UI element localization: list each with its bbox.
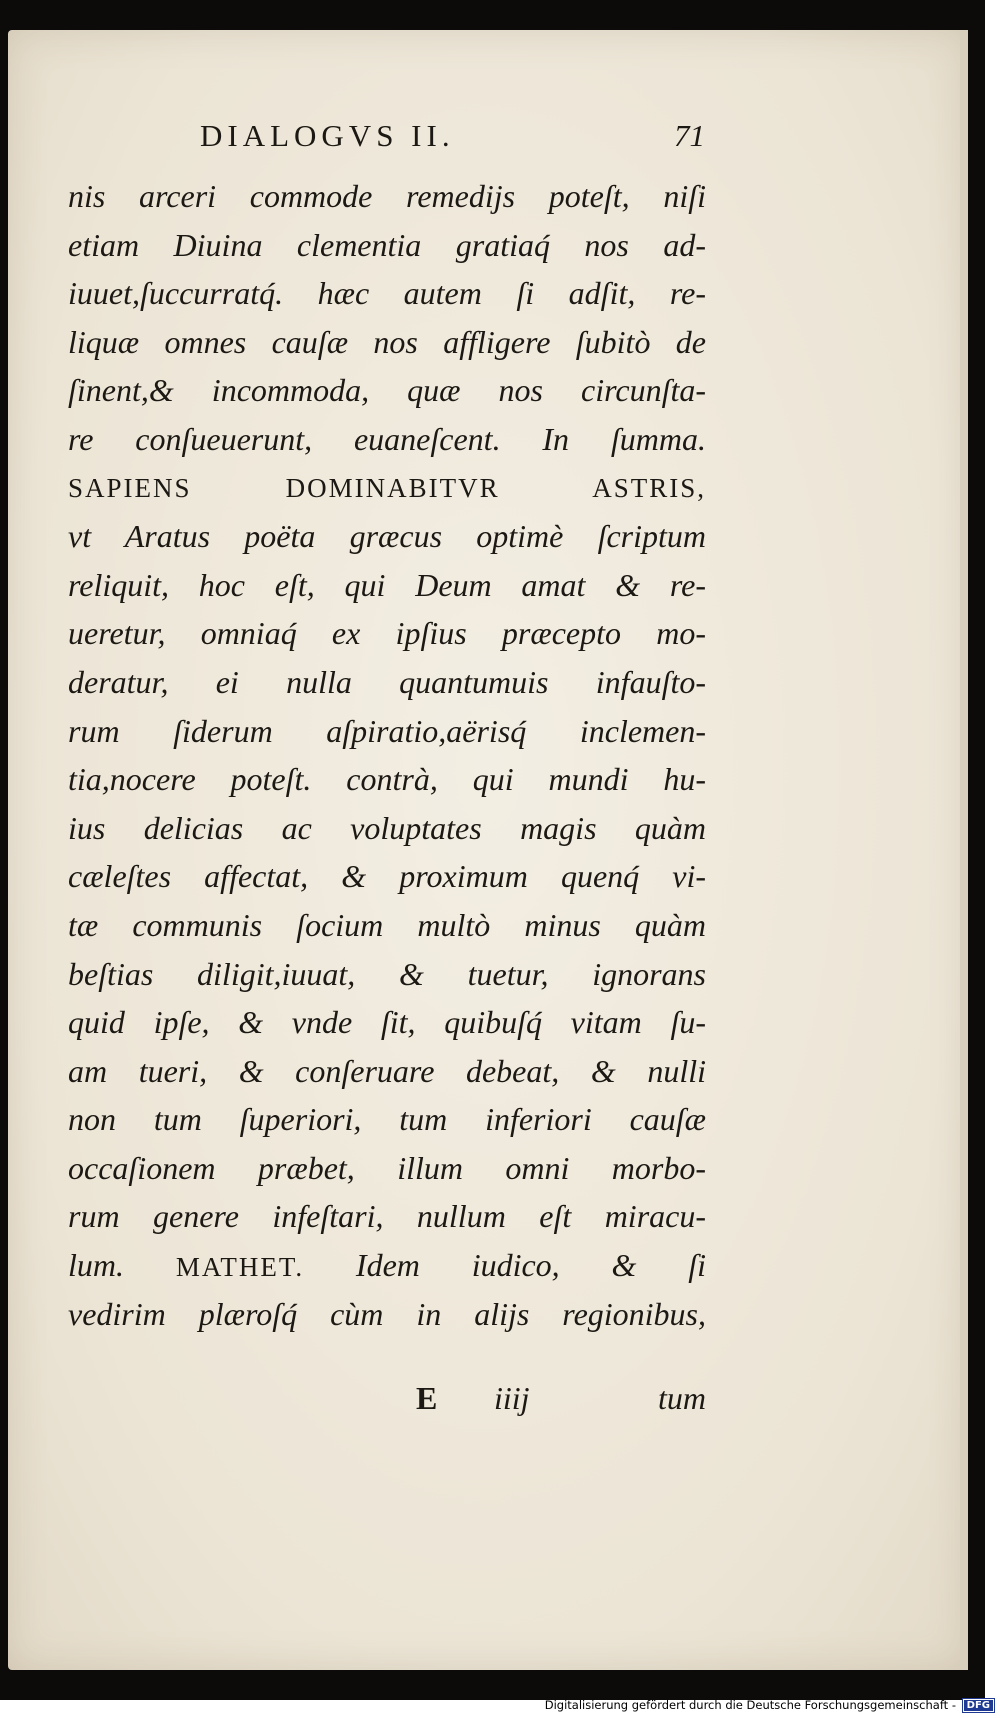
- text-line: etiam Diuina clementia gratiaq́ nos ad-: [68, 226, 706, 263]
- text-line: rum ſiderum aſpiratio,aërisq́ inclemen-: [68, 712, 706, 749]
- signature-mark: E: [416, 1380, 438, 1416]
- text-line: reliquit, hoc eſt, qui Deum amat & re-: [68, 566, 706, 603]
- text-line: tia,nocere poteſt. contrà, qui mundi hu-: [68, 761, 706, 798]
- dfg-logo: DFG: [963, 1699, 994, 1712]
- text-line: ueretur, omniaq́ ex ipſius præcepto mo-: [68, 615, 706, 652]
- text-line: beſtias diligit,iuuat, & tuetur, ignorans: [68, 955, 706, 992]
- running-head: DIALOGVS II.: [200, 118, 455, 153]
- text-line: liquæ omnes cauſæ nos affligere ſubitò de: [68, 323, 706, 360]
- text-line: tæ communis ſocium multò minus quàm: [68, 906, 706, 943]
- page-footer-line: [68, 1380, 706, 1428]
- quotation-caps-line: SAPIENS DOMINABITVR ASTRIS,: [68, 472, 706, 503]
- text-line: non tum ſuperiori, tum inferiori cauſæ: [68, 1101, 706, 1138]
- text-line-with-speaker: [68, 1241, 706, 1290]
- page-number: 71: [674, 118, 705, 153]
- page-edge: [960, 30, 968, 1670]
- text-fragment: Idem iudico, & ſi: [355, 1247, 707, 1284]
- text-line: ius delicias ac voluptates magis quàm: [68, 809, 706, 846]
- text-line: vt Aratus poëta græcus optimè ſcriptum: [68, 518, 706, 555]
- text-line: ſinent,& incommoda, quæ nos circunſta-: [68, 372, 706, 409]
- text-line: occaſionem præbet, illum omni morbo-: [68, 1149, 706, 1186]
- text-line: quid ipſe, & vnde ſit, quibuſq́ vitam ſu-: [68, 1004, 706, 1041]
- text-line: re conſueuerunt, euaneſcent. In ſumma.: [68, 420, 706, 457]
- catchword: tum: [658, 1380, 706, 1416]
- text-line: rum genere infeſtari, nullum eſt miracu-: [68, 1198, 706, 1235]
- text-line: vedirim plæroſq́ cùm in alijs regionibus,: [68, 1295, 706, 1332]
- text-line: am tueri, & conſeruare debeat, & nulli: [68, 1052, 706, 1089]
- signature-number: iiij: [494, 1380, 530, 1416]
- text-line: nis arceri commode remedijs poteſt, niſi: [68, 178, 706, 214]
- credit-text: Digitalisierung gefördert durch die Deutsche Forschungsgemeinschaft -: [544, 1698, 956, 1712]
- text-fragment: lum.: [68, 1247, 124, 1284]
- text-line: iuuet,ſuccurratq́. hæc autem ſi adſit, re-: [68, 275, 706, 312]
- page-header: [200, 118, 705, 158]
- speaker-name: MATHET.: [175, 1252, 305, 1283]
- text-line: cæleſtes affectat, & proximum quenq́ vi-: [68, 858, 706, 895]
- body-text: [68, 172, 706, 1338]
- digitization-credit: [545, 1698, 994, 1712]
- text-line: deratur, ei nulla quantumuis infauſto-: [68, 663, 706, 700]
